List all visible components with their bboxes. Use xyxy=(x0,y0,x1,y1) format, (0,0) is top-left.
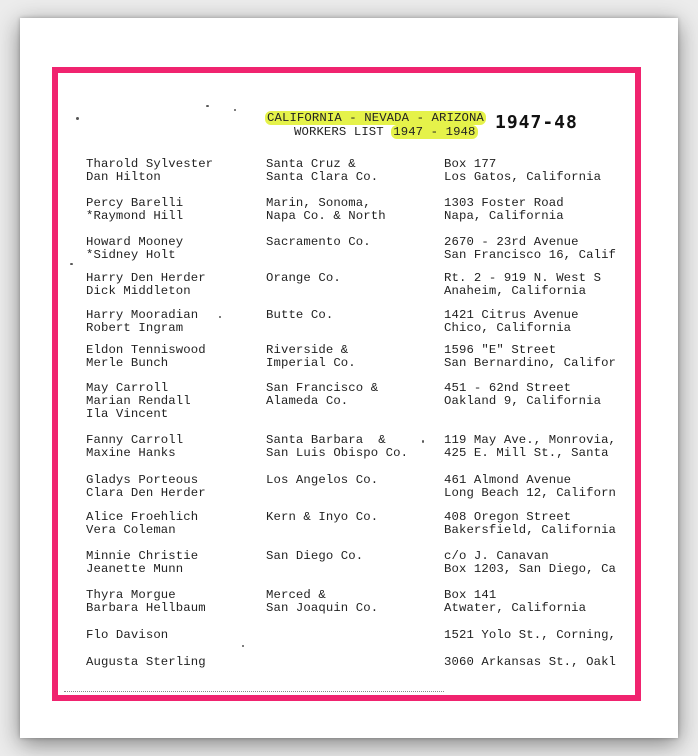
names-column xyxy=(86,656,206,669)
territory: Riverside & xyxy=(266,343,349,357)
names-column xyxy=(86,434,183,460)
address-line: 461 Almond Avenue xyxy=(444,474,572,487)
address-line: 119 May Ave., Monrovia, xyxy=(444,434,617,447)
names-column xyxy=(86,474,206,500)
territory: San Diego Co. xyxy=(266,549,364,563)
address-line: c/o J. Canavan xyxy=(444,550,549,563)
address-column xyxy=(444,511,641,537)
worker-name: Dick Middleton xyxy=(86,284,191,298)
names-column xyxy=(86,511,198,537)
workers-list-label: WORKERS LIST xyxy=(294,125,392,139)
worker-name: Alice Froehlich xyxy=(86,510,199,524)
title-years-highlight: 1947 - 1948 xyxy=(393,125,476,139)
territory: Santa Cruz & xyxy=(266,157,356,171)
paper-speck xyxy=(422,440,424,443)
worker-name: Robert Ingram xyxy=(86,321,184,335)
area-column xyxy=(266,236,371,249)
area-column xyxy=(266,382,378,408)
worker-name: Thyra Morgue xyxy=(86,588,176,602)
worker-name: *Sidney Holt xyxy=(86,248,176,262)
address-line: Anaheim, California xyxy=(444,284,587,298)
names-column xyxy=(86,197,183,223)
area-column xyxy=(266,158,378,184)
address-line: Atwater, California xyxy=(444,601,587,615)
names-column xyxy=(86,272,206,298)
area-column xyxy=(266,550,363,563)
names-column xyxy=(86,629,168,642)
address-line: 425 E. Mill St., Santa xyxy=(444,446,609,460)
address-column xyxy=(444,309,641,335)
title-subtitle xyxy=(294,126,478,139)
area-column xyxy=(266,434,408,460)
area-column xyxy=(266,511,378,524)
worker-name: Clara Den Herder xyxy=(86,486,206,500)
territory: Merced & xyxy=(266,588,326,602)
worker-name: Eldon Tenniswood xyxy=(86,343,206,357)
address-line: Bakersfield, California xyxy=(444,523,617,537)
title-region xyxy=(265,112,486,125)
address-line: 408 Oregon Street xyxy=(444,511,572,524)
territory: Sacramento Co. xyxy=(266,235,371,249)
address-line: 1521 Yolo St., Corning, xyxy=(444,629,617,642)
workers-list-document xyxy=(58,73,635,695)
territory: San Joaquin Co. xyxy=(266,601,379,615)
worker-name: Tharold Sylvester xyxy=(86,157,214,171)
address-column xyxy=(444,434,641,460)
worker-name: Merle Bunch xyxy=(86,356,169,370)
highlight-frame xyxy=(52,67,641,701)
names-column xyxy=(86,550,198,576)
address-line: Box 141 xyxy=(444,589,497,602)
worker-name: Vera Coleman xyxy=(86,523,176,537)
worker-name: Howard Mooney xyxy=(86,235,184,249)
worker-name: Jeanette Munn xyxy=(86,562,184,576)
area-column xyxy=(266,589,378,615)
address-line: San Bernardino, Califor xyxy=(444,356,617,370)
paper-speck xyxy=(76,117,79,120)
address-column xyxy=(444,344,641,370)
address-column xyxy=(444,158,641,184)
names-column xyxy=(86,309,198,335)
worker-name: *Raymond Hill xyxy=(86,209,184,223)
address-column xyxy=(444,589,641,615)
address-column xyxy=(444,236,641,262)
address-column xyxy=(444,474,641,500)
address-column xyxy=(444,629,641,642)
address-line: San Francisco 16, Calif xyxy=(444,248,617,262)
worker-name: Fanny Carroll xyxy=(86,433,184,447)
address-line: Long Beach 12, Californ xyxy=(444,486,617,500)
address-line: Rt. 2 - 919 N. West S xyxy=(444,272,602,285)
worker-name: Flo Davison xyxy=(86,628,169,642)
names-column xyxy=(86,382,191,421)
territory: San Luis Obispo Co. xyxy=(266,446,409,460)
address-line: 451 - 62nd Street xyxy=(444,382,572,395)
address-line: 1303 Foster Road xyxy=(444,197,564,210)
names-column xyxy=(86,589,206,615)
names-column xyxy=(86,236,183,262)
address-line: Box 1203, San Diego, Ca xyxy=(444,562,617,576)
worker-name: May Carroll xyxy=(86,381,169,395)
address-line: Chico, California xyxy=(444,321,572,335)
worker-name: Dan Hilton xyxy=(86,170,161,184)
territory: Alameda Co. xyxy=(266,394,349,408)
paper-speck xyxy=(70,263,73,265)
year-stamp: 1947-48 xyxy=(495,112,578,133)
address-column xyxy=(444,550,641,576)
address-line: 3060 Arkansas St., Oakl xyxy=(444,656,617,669)
address-line: Oakland 9, California xyxy=(444,394,602,408)
worker-name: Percy Barelli xyxy=(86,196,184,210)
address-column xyxy=(444,272,641,298)
address-line: Box 177 xyxy=(444,158,497,171)
address-line: 2670 - 23rd Avenue xyxy=(444,236,579,249)
names-column xyxy=(86,344,206,370)
worker-name: Barbara Hellbaum xyxy=(86,601,206,615)
territory: Marin, Sonoma, xyxy=(266,196,371,210)
area-column xyxy=(266,197,386,223)
paper-speck xyxy=(219,316,221,318)
territory: Los Angelos Co. xyxy=(266,473,379,487)
territory: Butte Co. xyxy=(266,308,334,322)
address-column xyxy=(444,382,641,408)
address-column xyxy=(444,197,641,223)
territory: Santa Barbara & xyxy=(266,433,386,447)
title-region-highlight: CALIFORNIA - NEVADA - ARIZONA xyxy=(267,111,484,125)
territory: San Francisco & xyxy=(266,381,379,395)
worker-name: Gladys Porteous xyxy=(86,473,199,487)
area-column xyxy=(266,272,341,285)
names-column xyxy=(86,158,213,184)
paper-speck xyxy=(234,109,236,111)
territory: Kern & Inyo Co. xyxy=(266,510,379,524)
address-line: Napa, California xyxy=(444,209,564,223)
worker-name: Maxine Hanks xyxy=(86,446,176,460)
worker-name: Harry Mooradian xyxy=(86,308,199,322)
area-column xyxy=(266,474,378,487)
paper-speck xyxy=(206,105,209,107)
territory: Santa Clara Co. xyxy=(266,170,379,184)
area-column xyxy=(266,344,356,370)
worker-name: Harry Den Herder xyxy=(86,271,206,285)
cropped-bottom-line xyxy=(64,691,444,698)
worker-name: Augusta Sterling xyxy=(86,655,206,669)
address-line: Los Gatos, California xyxy=(444,170,602,184)
worker-name: Ila Vincent xyxy=(86,407,169,421)
territory: Imperial Co. xyxy=(266,356,356,370)
territory: Napa Co. & North xyxy=(266,209,386,223)
worker-name: Minnie Christie xyxy=(86,549,199,563)
paper-speck xyxy=(242,645,244,647)
territory: Orange Co. xyxy=(266,271,341,285)
area-column xyxy=(266,309,333,322)
address-line: 1421 Citrus Avenue xyxy=(444,309,579,322)
address-line: 1596 "E" Street xyxy=(444,344,557,357)
address-column xyxy=(444,656,641,669)
worker-name: Marian Rendall xyxy=(86,394,191,408)
